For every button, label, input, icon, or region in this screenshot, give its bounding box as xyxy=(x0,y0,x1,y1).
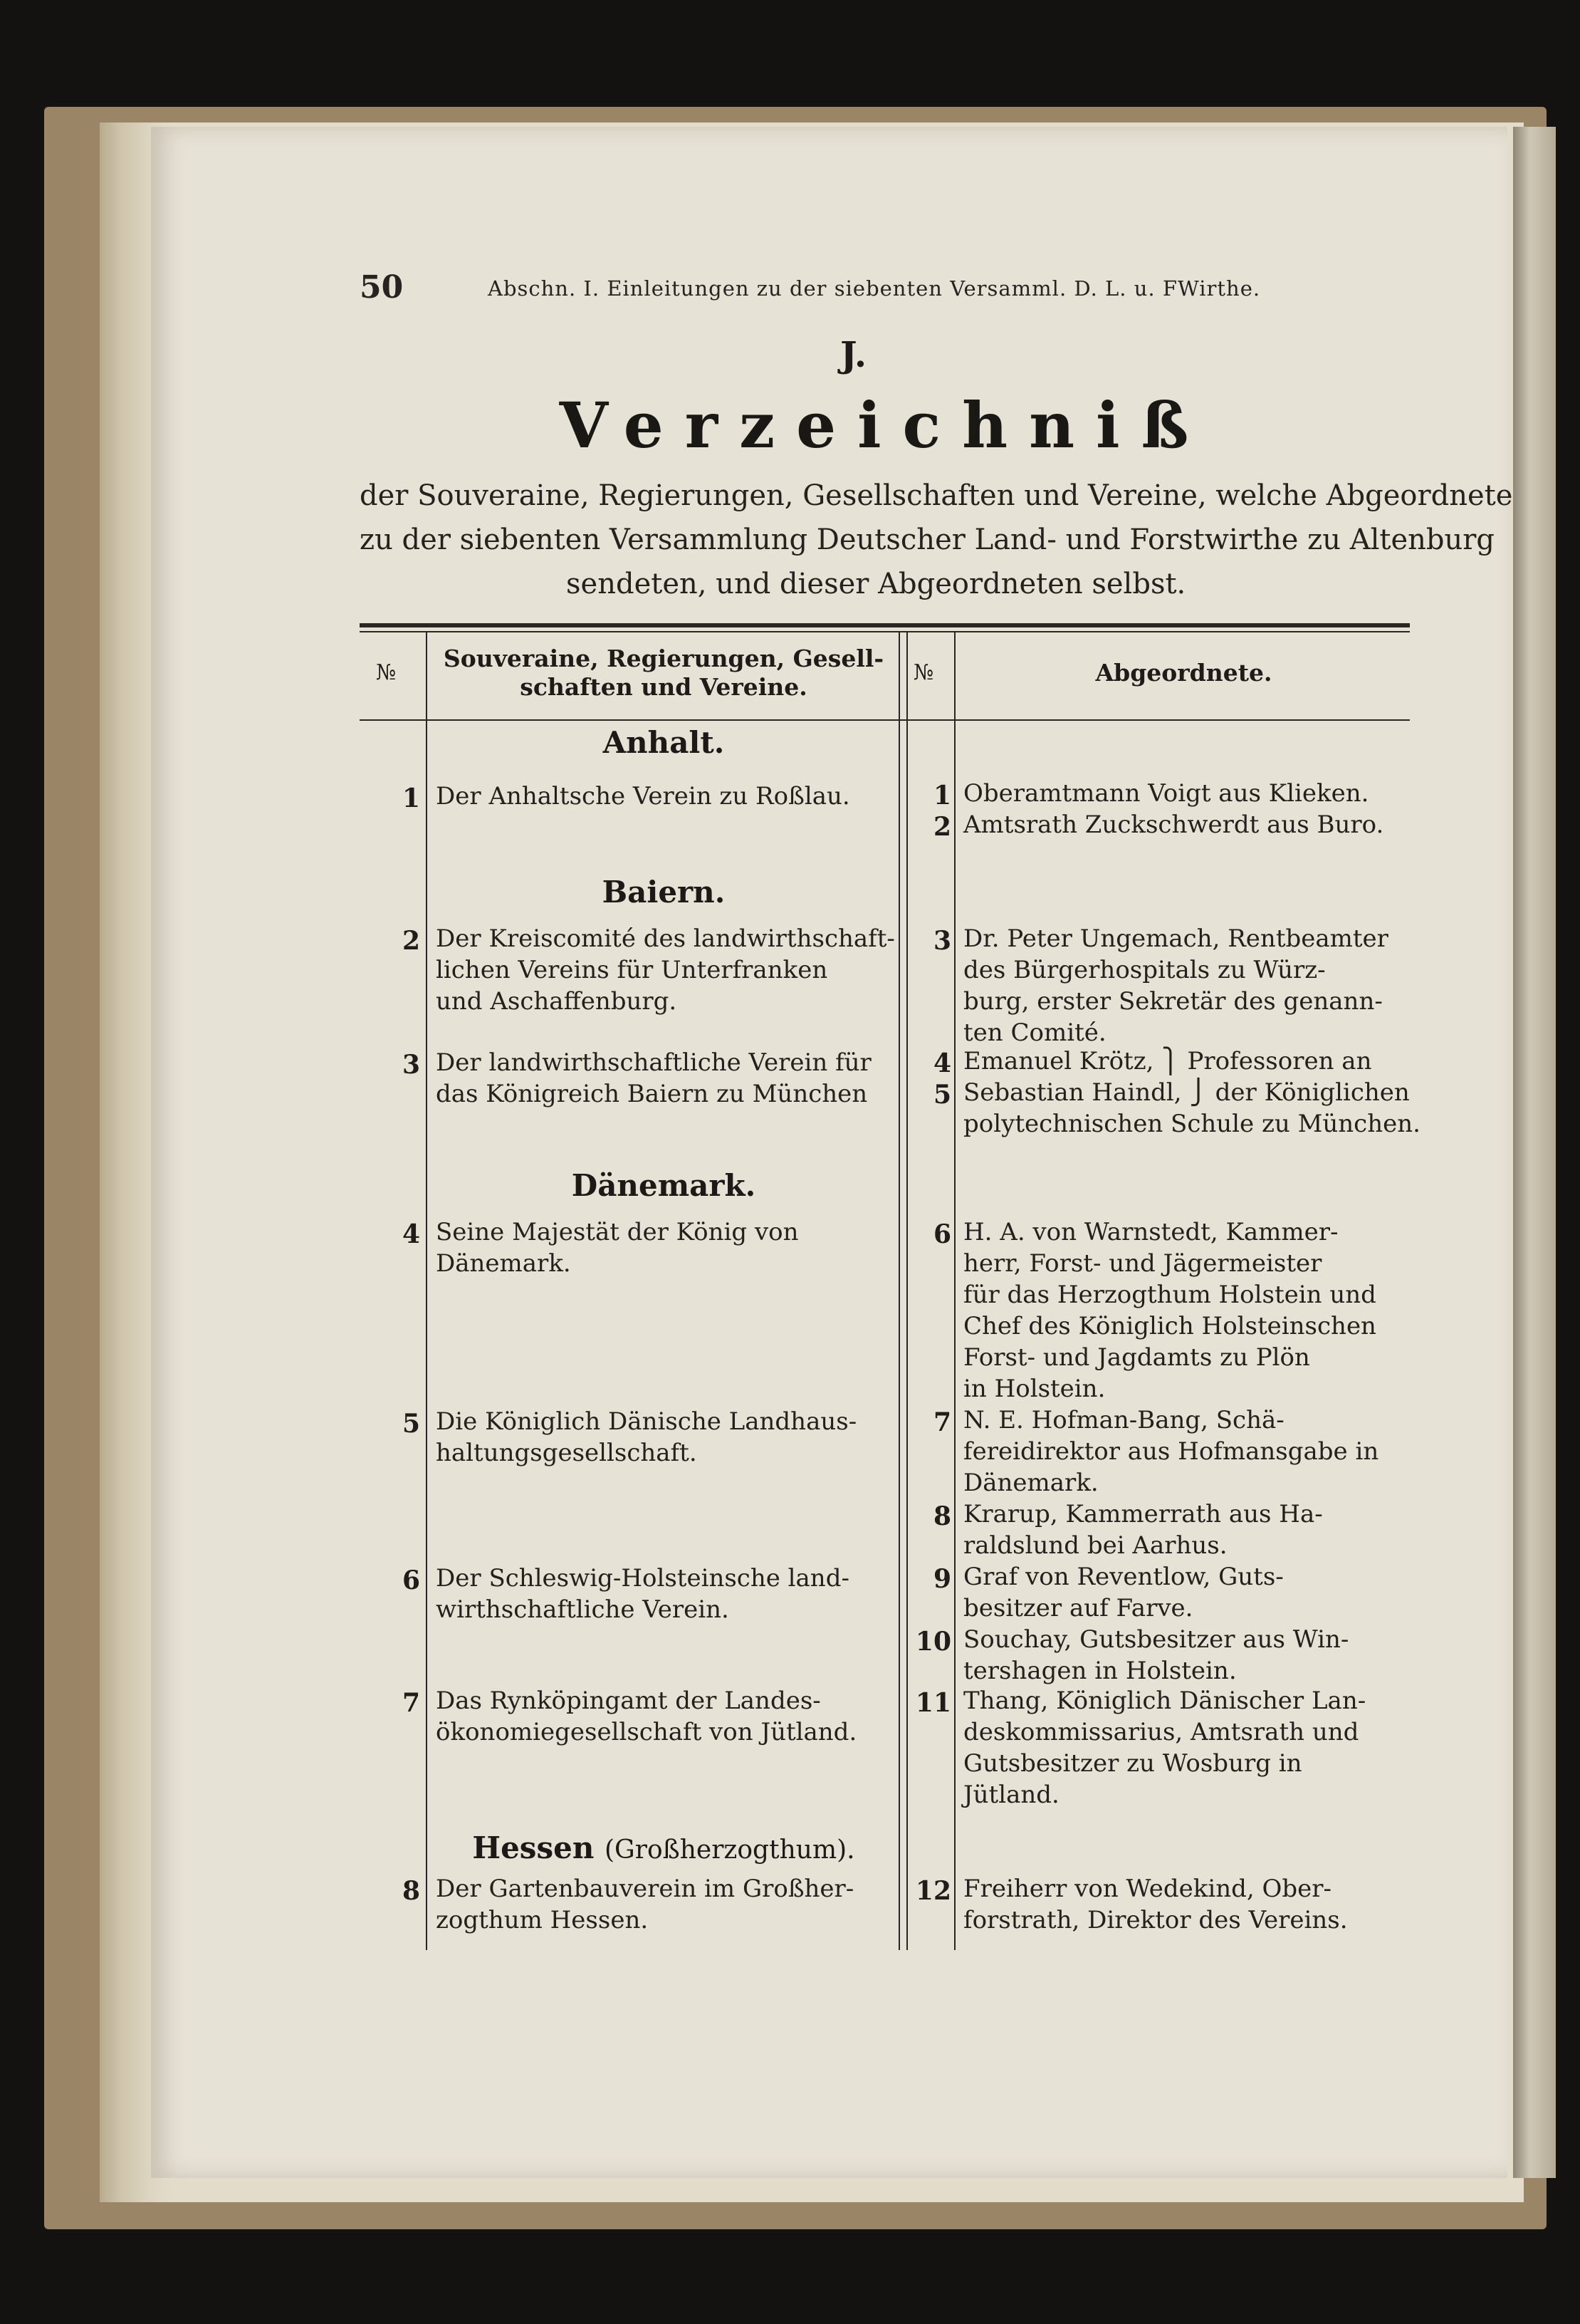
cell-line: Jütland. xyxy=(963,1781,1060,1809)
row-number: 6 xyxy=(402,1565,420,1595)
row-number: 6 xyxy=(933,1219,951,1249)
row-number: 7 xyxy=(933,1407,951,1437)
table-row xyxy=(436,1685,895,1748)
row-number: 7 xyxy=(402,1688,420,1718)
region-baiern: Baiern. xyxy=(602,875,726,910)
header-number-left: № xyxy=(376,660,397,685)
header-sovereigns-line: schaften und Vereine. xyxy=(520,673,807,701)
row-number: 5 xyxy=(402,1409,420,1439)
cell-line: N. E. Hofman-Bang, Schä- xyxy=(963,1406,1285,1434)
cell-line: Amtsrath Zuckschwerdt aus Buro. xyxy=(963,811,1384,839)
cell-line: des Bürgerhospitals zu Würz- xyxy=(963,956,1326,984)
cell-line: Dr. Peter Ungemach, Rentbeamter xyxy=(963,924,1388,953)
table-row xyxy=(963,1561,1412,1624)
row-number: 3 xyxy=(933,926,951,956)
cell-line: besitzer auf Farve. xyxy=(963,1594,1193,1622)
header-sovereigns xyxy=(433,645,894,702)
cell-line: in Holstein. xyxy=(963,1375,1106,1403)
cell-line: forstrath, Direktor des Vereins. xyxy=(963,1906,1348,1934)
subtitle-line: der Souveraine, Regierungen, Gesellschaften und Vereine, welche Abgeordnete xyxy=(360,479,1513,512)
page-title: Verzeichniß xyxy=(559,388,1210,462)
row-number: 3 xyxy=(402,1050,420,1080)
page-number: 50 xyxy=(360,269,404,306)
row-number: 10 xyxy=(915,1627,951,1657)
table-row xyxy=(436,923,895,1017)
row-number: 8 xyxy=(933,1501,951,1531)
table-row xyxy=(436,781,895,812)
table-top-rule-thin xyxy=(360,631,1410,632)
row-number: 8 xyxy=(402,1876,420,1906)
header-sovereigns-line: Souveraine, Regierungen, Gesell- xyxy=(443,645,884,672)
facing-page-edge xyxy=(1513,127,1556,2178)
row-number: 1 xyxy=(933,781,951,811)
cell-line: Graf von Reventlow, Guts- xyxy=(963,1563,1284,1591)
cell-line: Gutsbesitzer zu Wosburg in xyxy=(963,1749,1302,1778)
cell-line: Oberamtmann Voigt aus Klieken. xyxy=(963,779,1369,808)
section-letter: J. xyxy=(840,333,867,375)
table-row xyxy=(963,778,1412,809)
cell-line: Krarup, Kammerrath aus Ha- xyxy=(963,1500,1323,1528)
table-row xyxy=(436,1873,895,1936)
table-row xyxy=(963,809,1412,840)
cell-line: wirthschaftliche Verein. xyxy=(436,1595,729,1624)
header-number-right: № xyxy=(914,660,934,685)
row-number: 11 xyxy=(915,1688,951,1718)
cell-line: Freiherr von Wedekind, Ober- xyxy=(963,1875,1332,1903)
table-row xyxy=(436,1406,895,1469)
header-delegates: Abgeordnete. xyxy=(1095,659,1272,687)
cell-line: burg, erster Sekretär des genann- xyxy=(963,987,1383,1016)
table-row xyxy=(963,1046,1412,1077)
row-number: 4 xyxy=(933,1048,951,1078)
cell-line: Forst- und Jagdamts zu Plön xyxy=(963,1343,1310,1372)
cell-line: polytechnischen Schule zu München. xyxy=(963,1110,1421,1138)
cell-line: haltungsgesellschaft. xyxy=(436,1439,697,1467)
subtitle xyxy=(360,474,1513,606)
cell-line: zogthum Hessen. xyxy=(436,1906,649,1934)
column-divider xyxy=(426,632,427,1950)
region-daenemark: Dänemark. xyxy=(571,1168,756,1203)
cell-line: Emanuel Krötz, ⎫ Professoren an xyxy=(963,1047,1372,1075)
cell-line: Sebastian Haindl, ⎭ der Königlichen xyxy=(963,1078,1410,1107)
cell-line: Die Königlich Dänische Landhaus- xyxy=(436,1407,857,1436)
row-number: 2 xyxy=(402,926,420,956)
cell-line: ökonomiegesellschaft von Jütland. xyxy=(436,1718,857,1746)
table-header-rule xyxy=(360,719,1410,721)
cell-line: Dänemark. xyxy=(963,1469,1099,1497)
cell-line: Seine Majestät der König von xyxy=(436,1218,799,1246)
cell-line: und Aschaffenburg. xyxy=(436,987,677,1016)
column-divider xyxy=(954,632,956,1950)
running-title: Abschn. I. Einleitungen zu der siebenten Versamml. D. L. u. FWirthe. xyxy=(488,276,1261,301)
table-row xyxy=(963,923,1412,1048)
row-number: 5 xyxy=(933,1080,951,1110)
row-number: 4 xyxy=(402,1219,420,1249)
cell-line: Der Gartenbauverein im Großher- xyxy=(436,1875,854,1903)
cell-line: tershagen in Holstein. xyxy=(963,1657,1237,1685)
row-number: 2 xyxy=(933,812,951,842)
cell-line: das Königreich Baiern zu München xyxy=(436,1080,868,1108)
cell-line: ten Comité. xyxy=(963,1018,1106,1047)
table-row xyxy=(963,1499,1412,1561)
column-divider xyxy=(899,632,900,1950)
cell-line: H. A. von Warnstedt, Kammer- xyxy=(963,1218,1339,1246)
table-row xyxy=(436,1563,895,1625)
cell-line: Souchay, Gutsbesitzer aus Win- xyxy=(963,1625,1349,1654)
table-row xyxy=(963,1624,1412,1687)
cell-line: Der Anhaltsche Verein zu Roßlau. xyxy=(436,782,850,811)
table-row xyxy=(963,1405,1412,1499)
row-number: 9 xyxy=(933,1564,951,1594)
cell-line: Thang, Königlich Dänischer Lan- xyxy=(963,1687,1366,1715)
cell-line: lichen Vereins für Unterfranken xyxy=(436,956,828,984)
region-anhalt: Anhalt. xyxy=(602,725,725,760)
table-row xyxy=(436,1047,895,1110)
region-hessen xyxy=(433,1830,894,1865)
row-number: 1 xyxy=(402,783,420,813)
subtitle-line: zu der siebenten Versammlung Deutscher Land- und Forstwirthe zu Altenburg xyxy=(360,523,1495,556)
cell-line: Der Kreiscomité des landwirthschaft- xyxy=(436,924,895,953)
table-top-rule xyxy=(360,623,1410,627)
cell-line: deskommissarius, Amtsrath und xyxy=(963,1718,1359,1746)
table-row xyxy=(436,1216,895,1279)
cell-line: herr, Forst- und Jägermeister xyxy=(963,1249,1322,1278)
table-row xyxy=(963,1077,1421,1140)
column-divider xyxy=(906,632,908,1950)
subtitle-line: sendeten, und dieser Abgeordneten selbst. xyxy=(566,568,1186,600)
cell-line: Der Schleswig-Holsteinsche land- xyxy=(436,1564,849,1593)
cell-line: Dänemark. xyxy=(436,1249,571,1278)
cell-line: Chef des Königlich Holsteinschen xyxy=(963,1312,1376,1340)
region-hessen-note: (Großherzogthum). xyxy=(604,1835,855,1865)
table-row xyxy=(963,1216,1412,1405)
region-hessen-name: Hessen xyxy=(472,1830,595,1865)
cell-line: raldslund bei Aarhus. xyxy=(963,1531,1228,1560)
cell-line: Das Rynköpingamt der Landes- xyxy=(436,1687,821,1715)
table-row xyxy=(963,1685,1412,1810)
table-row xyxy=(963,1873,1412,1936)
cell-line: Der landwirthschaftliche Verein für xyxy=(436,1048,872,1077)
cell-line: fereidirektor aus Hofmansgabe in xyxy=(963,1437,1379,1466)
cell-line: für das Herzogthum Holstein und xyxy=(963,1281,1376,1309)
row-number: 12 xyxy=(915,1876,951,1906)
